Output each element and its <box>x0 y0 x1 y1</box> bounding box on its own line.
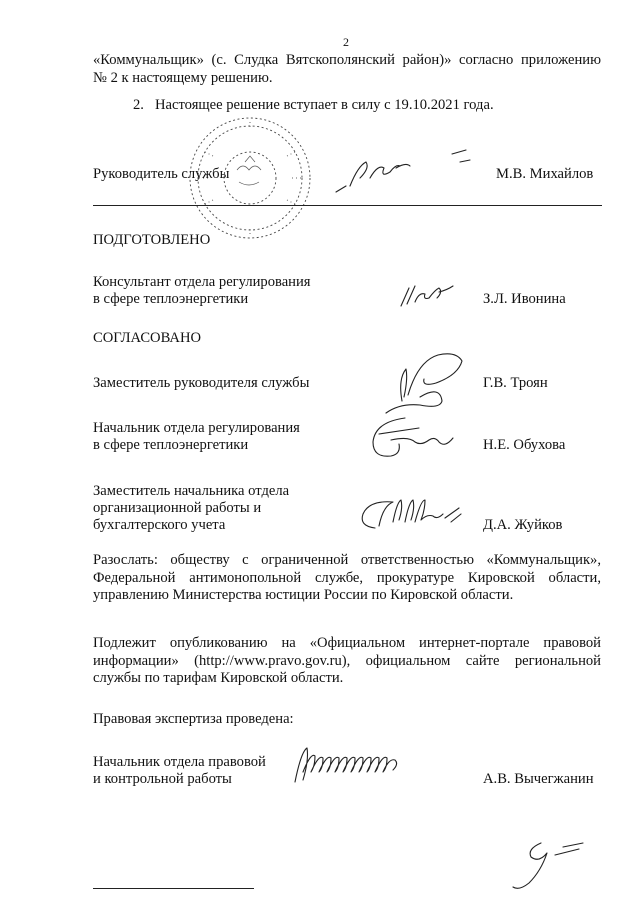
agreed-2-name: Н.Е. Обухова <box>483 437 566 453</box>
publication-line-1: Подлежит опубликованию на «Официальном интернет-портале правовой <box>93 635 601 651</box>
legal-title-line-2: и контрольной работы <box>93 771 232 787</box>
agreed-2-title-line-2: в сфере теплоэнергетики <box>93 437 249 453</box>
distribution-line-1: Разослать: обществу с ограниченной ответственностью «Коммунальщик», <box>93 552 601 568</box>
prepared-heading: ПОДГОТОВЛЕНО <box>93 232 211 248</box>
distribution-paragraph <box>93 552 601 605</box>
intro-line-1: «Коммунальщик» (с. Слудка Вятскополянский район)» согласно приложению <box>93 52 601 68</box>
initials-mark <box>505 835 600 895</box>
prepared-name: З.Л. Ивонина <box>483 291 566 307</box>
separator-line <box>93 205 602 206</box>
agreed-2-signature <box>365 410 460 465</box>
legal-title-line-1: Начальник отдела правовой <box>93 754 266 770</box>
publication-line-2: информации» (http://www.pravo.gov.ru), официальном сайте региональной <box>93 652 601 669</box>
head-name: М.В. Михайлов <box>496 166 594 182</box>
page-number: 2 <box>343 35 349 49</box>
clause-2-text: Настоящее решение вступает в силу с 19.10.2021 года. <box>155 97 494 113</box>
head-title: Руководитель службы <box>93 166 230 182</box>
legal-name: А.В. Вычегжанин <box>483 771 594 787</box>
legal-signature <box>285 742 465 787</box>
agreed-3-title-line-2: организационной работы и <box>93 500 262 516</box>
intro-paragraph <box>93 52 601 87</box>
agreed-heading: СОГЛАСОВАНО <box>93 330 202 346</box>
footnote-rule <box>93 888 254 889</box>
agreed-2-title-line-1: Начальник отдела регулирования <box>93 420 300 436</box>
agreed-1-signature <box>380 343 480 413</box>
prepared-title-line-1: Консультант отдела регулирования <box>93 274 311 290</box>
publication-paragraph <box>93 635 601 688</box>
legal-statement: Правовая экспертиза проведена: <box>93 711 294 727</box>
agreed-3-name: Д.А. Жуйков <box>483 517 563 533</box>
agreed-1-name: Г.В. Троян <box>483 375 548 391</box>
prepared-signature <box>395 280 465 312</box>
publication-line-3: службы по тарифам Кировской области. <box>93 670 344 686</box>
clause-2-number: 2. <box>133 97 144 113</box>
agreed-3-signature <box>355 492 470 537</box>
distribution-line-3: управлению Министерства юстиции России по Кировской области. <box>93 587 514 603</box>
prepared-title-line-2: в сфере теплоэнергетики <box>93 291 249 307</box>
intro-line-2: № 2 к настоящему решению. <box>93 69 273 86</box>
agreed-3-title-line-3: бухгалтерского учета <box>93 517 226 533</box>
head-signature <box>330 148 480 198</box>
agreed-3-title-line-1: Заместитель начальника отдела <box>93 483 290 499</box>
distribution-line-2: Федеральной антимонопольной службе, прокуратуре Кировской области, <box>93 569 601 586</box>
agreed-1-title-line-1: Заместитель руководителя службы <box>93 375 310 391</box>
